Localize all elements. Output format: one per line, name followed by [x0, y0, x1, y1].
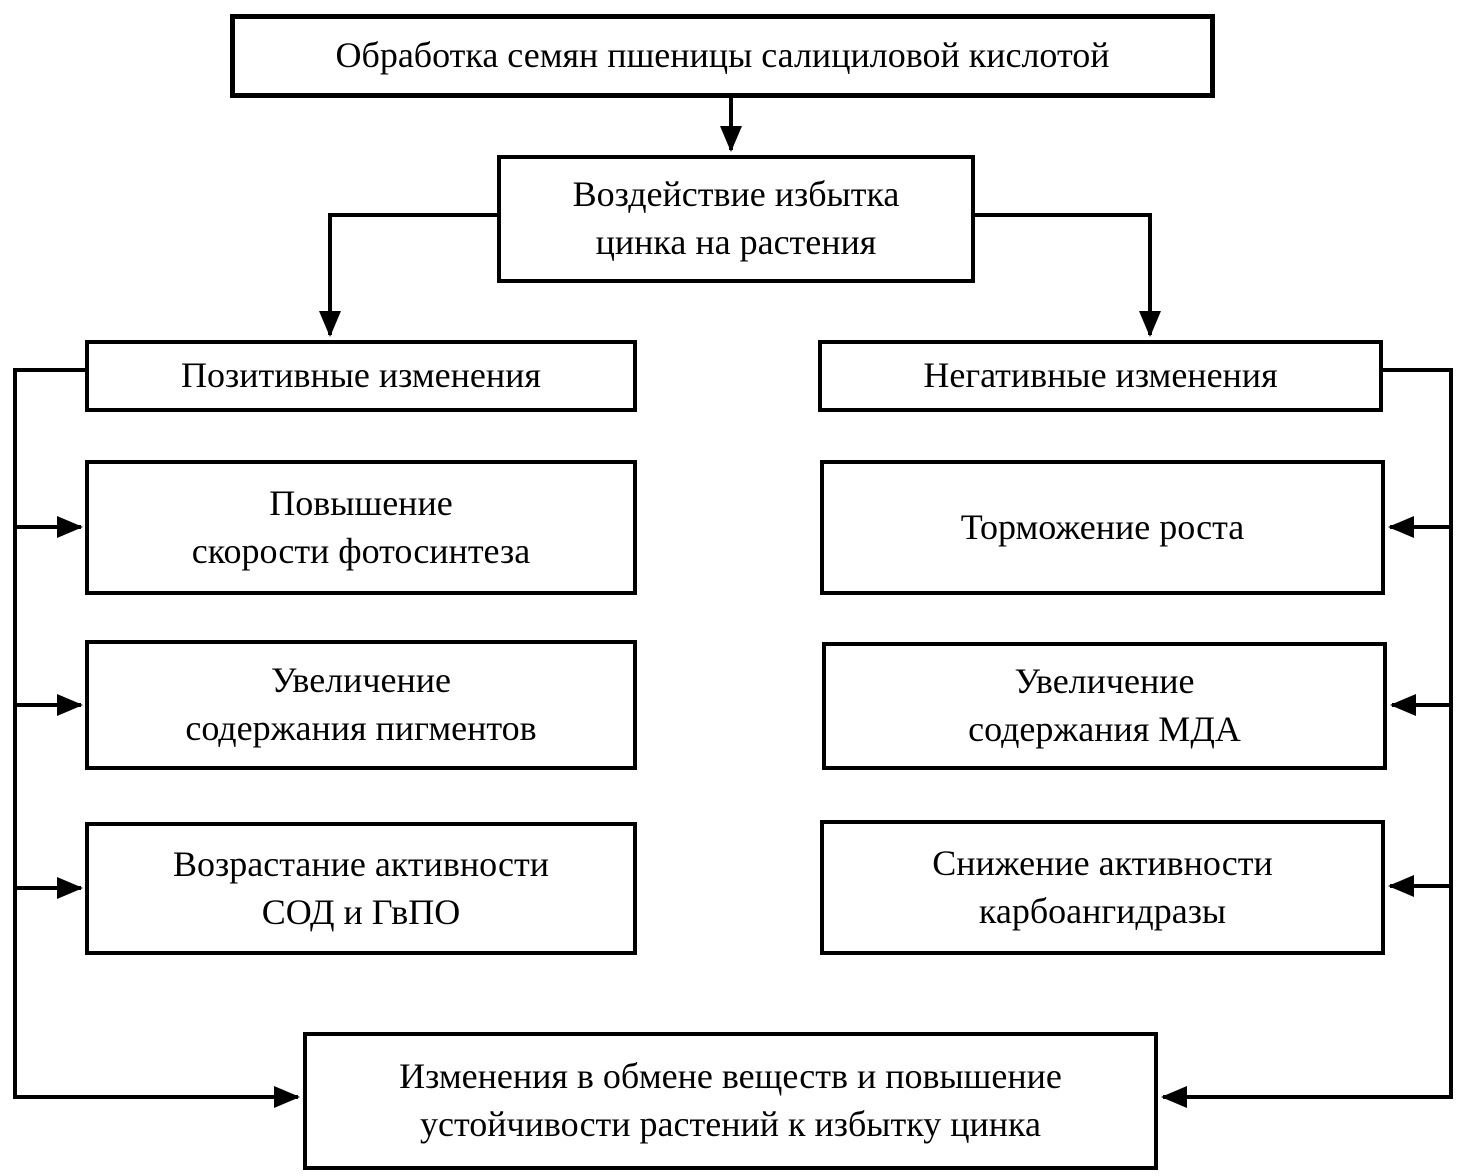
node-pigment-content-line-1: Увеличение — [270, 660, 452, 701]
node-negative-header-text: Негативные изменения — [923, 355, 1278, 396]
node-outcome-line-1: Изменения в обмене веществ и повышение — [399, 1056, 1062, 1097]
node-sod-activity-line-1: Возрастание активности — [173, 843, 549, 884]
connector-zinc-to-negative — [972, 215, 1150, 335]
node-growth-inhibition-text: Торможение роста — [960, 506, 1245, 547]
node-growth-inhibition — [820, 460, 1385, 595]
node-outcome — [303, 1032, 1158, 1170]
node-sod-activity-line-2: СОД и ГвПО — [261, 891, 461, 932]
node-outcome-line-2: устойчивости растений к избытку цинка — [420, 1104, 1041, 1144]
node-zinc-effect-line-2: цинка на растения — [595, 222, 877, 262]
node-carbonic-anhydrase — [820, 820, 1385, 955]
node-seed-treatment — [230, 14, 1215, 98]
node-positive-header — [85, 340, 637, 412]
node-carbonic-anhydrase-line-2: карбоангидразы — [978, 890, 1227, 931]
node-photosynthesis-rate-line-1: Повышение — [269, 482, 453, 523]
node-pigment-content-line-2: содержания пигментов — [185, 708, 537, 748]
node-mda-content-line-1: Увеличение — [1014, 661, 1195, 702]
node-mda-content — [822, 642, 1387, 770]
node-negative-header — [818, 340, 1383, 412]
node-photosynthesis-rate — [85, 460, 637, 595]
node-photosynthesis-rate-line-2: скорости фотосинтеза — [191, 530, 531, 571]
node-carbonic-anhydrase-line-1: Снижение активности — [932, 842, 1273, 883]
connector-zinc-to-positive — [330, 215, 500, 335]
node-zinc-effect-line-1: Воздействие избытка — [572, 174, 900, 215]
node-pigment-content — [85, 640, 637, 770]
node-positive-header-text: Позитивные изменения — [181, 355, 541, 396]
node-mda-content-line-2: содержания МДА — [968, 709, 1241, 749]
node-seed-treatment-text: Обработка семян пшеницы салициловой кислотой — [335, 35, 1110, 76]
node-zinc-effect — [497, 155, 975, 283]
node-sod-activity — [85, 822, 637, 955]
